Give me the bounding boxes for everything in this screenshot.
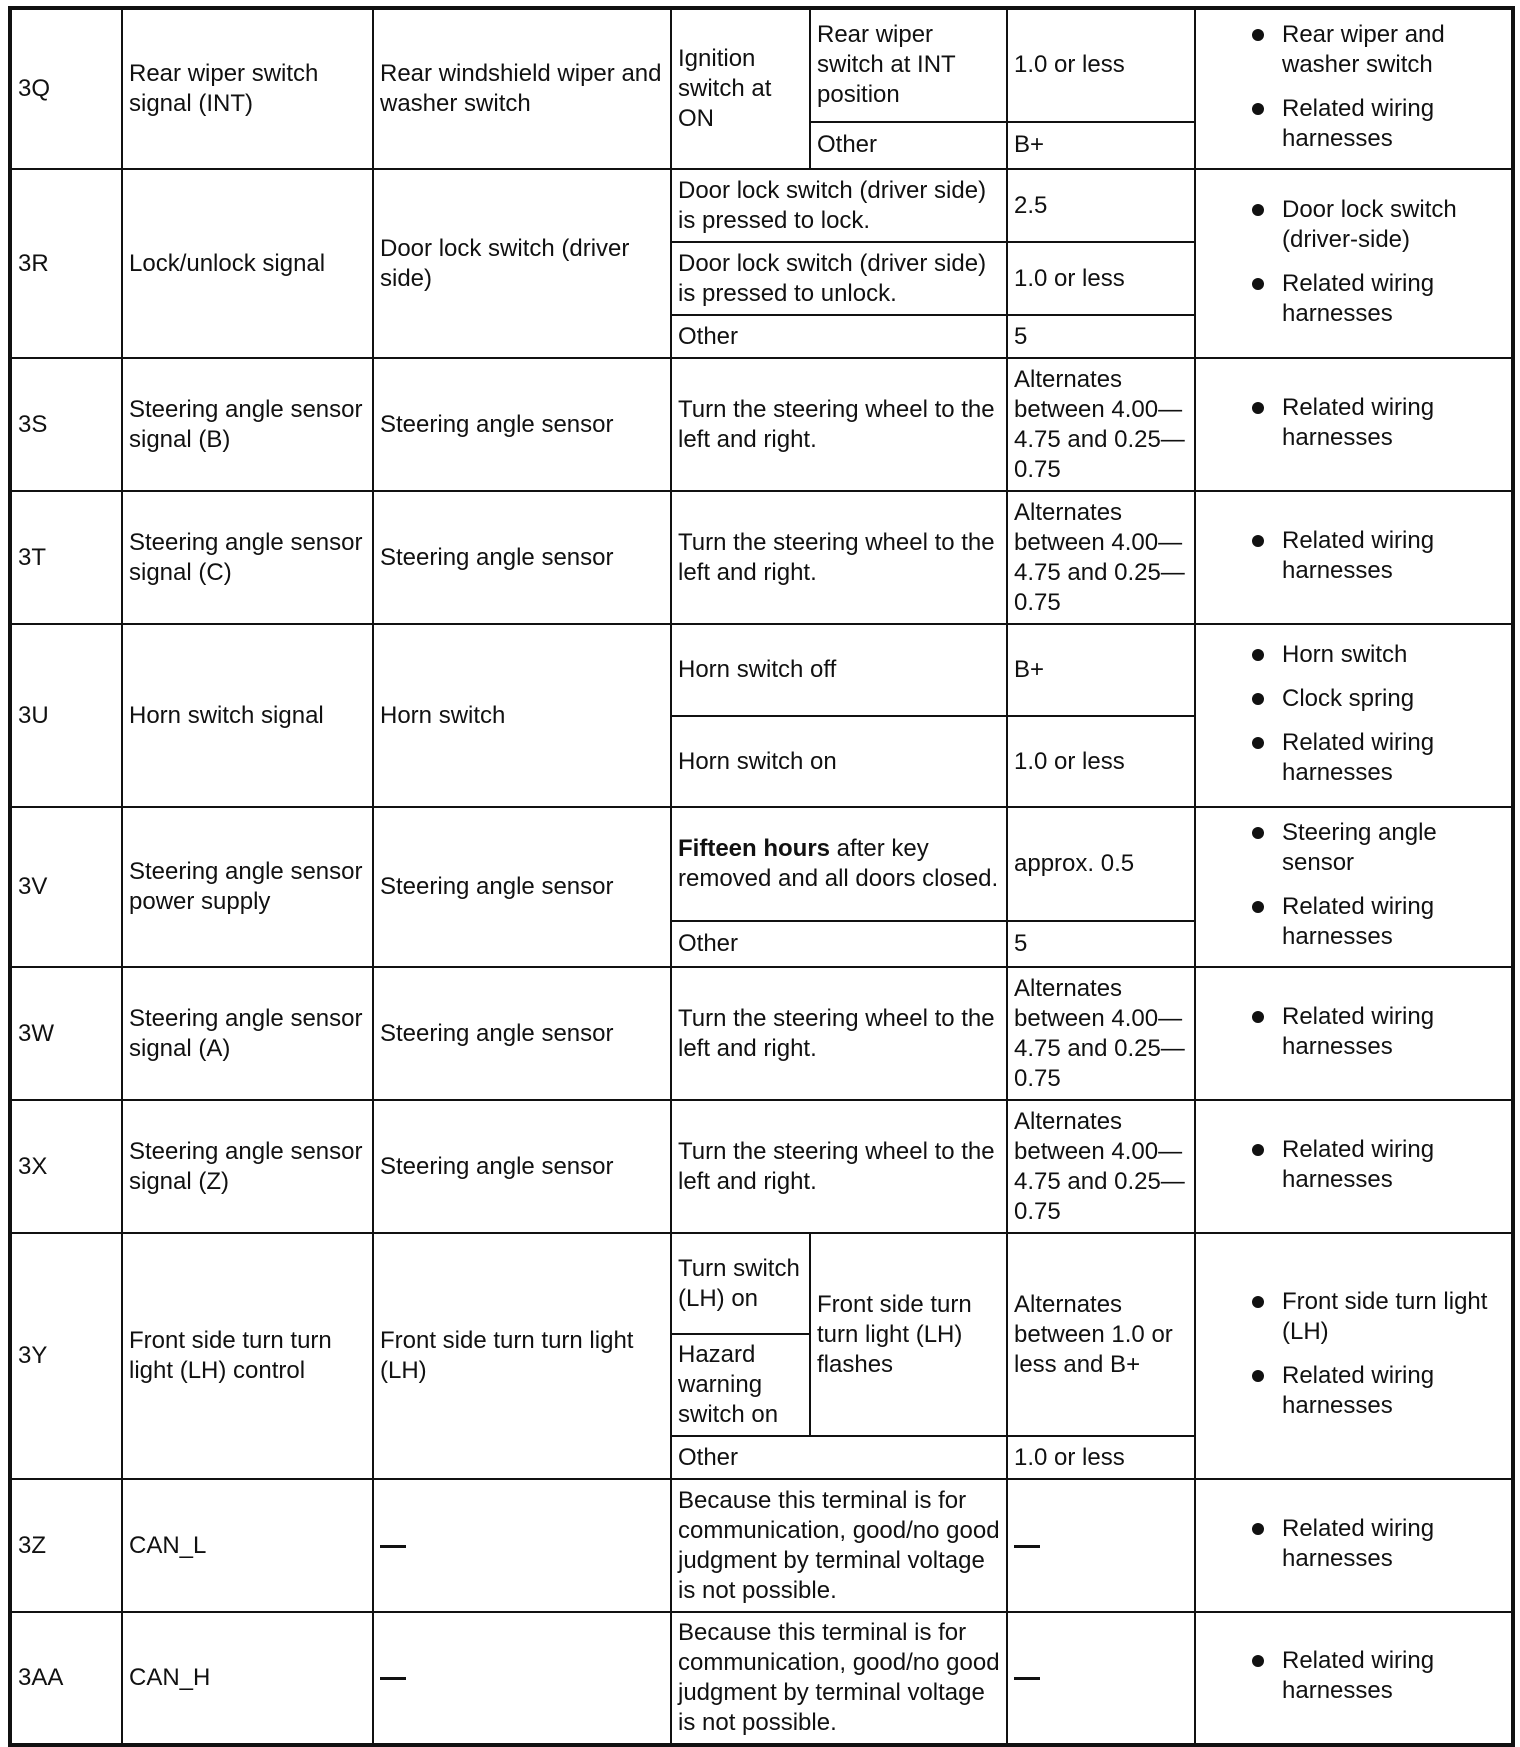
connected-to-cell — [373, 1479, 671, 1612]
list-item: Related wiring harnesses — [1202, 728, 1505, 788]
list-item: Door lock switch (driver-side) — [1202, 195, 1505, 255]
condition-cell: Other — [671, 1436, 1007, 1479]
condition-cell: Because this terminal is for communication, good/no good judgment by terminal voltage is not possible. — [671, 1479, 1007, 1612]
condition-cell: Other — [810, 122, 1007, 169]
terminal-cell: 3AA — [10, 1612, 122, 1745]
voltage-cell: B+ — [1007, 624, 1195, 716]
dash-mark — [1014, 1677, 1040, 1680]
table-row — [10, 1100, 1513, 1233]
list-item: Front side turn light (LH) — [1202, 1287, 1505, 1347]
dash-mark — [380, 1677, 406, 1680]
signal-name-cell: Steering angle sensor power supply — [122, 807, 373, 967]
condition-cell: Hazard warning switch on — [671, 1334, 810, 1436]
list-item: Related wiring harnesses — [1202, 94, 1505, 154]
table-row — [10, 1233, 1513, 1334]
connected-to-cell: Steering angle sensor — [373, 491, 671, 624]
condition-cell: Turn the steering wheel to the left and right. — [671, 358, 1007, 491]
terminal-cell: 3T — [10, 491, 122, 624]
connected-to-cell: Door lock switch (driver side) — [373, 169, 671, 358]
inspection-cell — [1195, 807, 1513, 967]
voltage-cell: 1.0 or less — [1007, 716, 1195, 807]
inspection-cell — [1195, 358, 1513, 491]
table-row — [10, 1612, 1513, 1745]
list-item: Related wiring harnesses — [1202, 1514, 1505, 1574]
connected-to-cell — [373, 1612, 671, 1745]
inspection-cell — [1195, 491, 1513, 624]
list-item: Rear wiper and washer switch — [1202, 20, 1505, 80]
list-item: Related wiring harnesses — [1202, 1361, 1505, 1421]
terminal-cell: 3W — [10, 967, 122, 1100]
condition-cell: Horn switch on — [671, 716, 1007, 807]
connected-to-cell: Horn switch — [373, 624, 671, 807]
list-item: Related wiring harnesses — [1202, 393, 1505, 453]
voltage-cell: Alternates between 4.00—4.75 and 0.25—0.75 — [1007, 967, 1195, 1100]
condition-cell: Rear wiper switch at INT position — [810, 8, 1007, 122]
condition-cell: Other — [671, 921, 1007, 967]
connected-to-cell: Steering angle sensor — [373, 967, 671, 1100]
signal-name-cell: CAN_L — [122, 1479, 373, 1612]
terminal-voltage-table-page — [8, 6, 1515, 1747]
inspection-cell — [1195, 1479, 1513, 1612]
voltage-cell: 1.0 or less — [1007, 242, 1195, 315]
voltage-cell: 2.5 — [1007, 169, 1195, 242]
connected-to-cell: Rear windshield wiper and washer switch — [373, 8, 671, 169]
voltage-cell — [1007, 1612, 1195, 1745]
condition-cell: Turn switch (LH) on — [671, 1233, 810, 1334]
signal-name-cell: Rear wiper switch signal (INT) — [122, 8, 373, 169]
list-item: Related wiring harnesses — [1202, 1002, 1505, 1062]
voltage-cell: Alternates between 1.0 or less and B+ — [1007, 1233, 1195, 1436]
voltage-cell: 5 — [1007, 921, 1195, 967]
table-row — [10, 967, 1513, 1100]
connected-to-cell: Steering angle sensor — [373, 1100, 671, 1233]
signal-name-cell: Horn switch signal — [122, 624, 373, 807]
table-row — [10, 8, 1513, 122]
condition-group-cell: Ignition switch at ON — [671, 8, 810, 169]
table-row — [10, 807, 1513, 921]
inspection-cell — [1195, 1612, 1513, 1745]
connected-to-cell: Steering angle sensor — [373, 358, 671, 491]
condition-cell: Turn the steering wheel to the left and right. — [671, 967, 1007, 1100]
table-row — [10, 1479, 1513, 1612]
signal-name-cell: Steering angle sensor signal (Z) — [122, 1100, 373, 1233]
inspection-cell — [1195, 1233, 1513, 1479]
terminal-cell: 3Y — [10, 1233, 122, 1479]
voltage-cell: 1.0 or less — [1007, 1436, 1195, 1479]
condition-emphasis: Fifteen hours — [678, 834, 831, 862]
terminal-voltage-table — [8, 6, 1515, 1747]
condition-cell: Horn switch off — [671, 624, 1007, 716]
list-item: Horn switch — [1202, 640, 1505, 670]
list-item: Clock spring — [1202, 684, 1505, 714]
voltage-cell — [1007, 1479, 1195, 1612]
signal-name-cell: Steering angle sensor signal (A) — [122, 967, 373, 1100]
terminal-cell: 3S — [10, 358, 122, 491]
list-item: Related wiring harnesses — [1202, 269, 1505, 329]
voltage-cell: Alternates between 4.00—4.75 and 0.25—0.75 — [1007, 1100, 1195, 1233]
inspection-cell — [1195, 8, 1513, 169]
list-item: Related wiring harnesses — [1202, 1135, 1505, 1195]
condition-cell — [671, 807, 1007, 921]
voltage-cell: 5 — [1007, 315, 1195, 358]
connected-to-cell: Steering angle sensor — [373, 807, 671, 967]
signal-name-cell: Lock/unlock signal — [122, 169, 373, 358]
table-row — [10, 624, 1513, 716]
condition-cell: Other — [671, 315, 1007, 358]
condition-cell: Door lock switch (driver side) is pressed to lock. — [671, 169, 1007, 242]
table-row — [10, 491, 1513, 624]
terminal-cell: 3R — [10, 169, 122, 358]
terminal-cell: 3Q — [10, 8, 122, 169]
condition-cell: Door lock switch (driver side) is pressed to unlock. — [671, 242, 1007, 315]
condition-cell: Turn the steering wheel to the left and right. — [671, 1100, 1007, 1233]
voltage-cell: Alternates between 4.00—4.75 and 0.25—0.75 — [1007, 358, 1195, 491]
list-item: Related wiring harnesses — [1202, 526, 1505, 586]
list-item: Related wiring harnesses — [1202, 1646, 1505, 1706]
voltage-cell: approx. 0.5 — [1007, 807, 1195, 921]
list-item: Steering angle sensor — [1202, 818, 1505, 878]
voltage-cell: 1.0 or less — [1007, 8, 1195, 122]
condition-result-cell: Front side turn turn light (LH) flashes — [810, 1233, 1007, 1436]
voltage-cell: B+ — [1007, 122, 1195, 169]
list-item: Related wiring harnesses — [1202, 892, 1505, 952]
signal-name-cell: Steering angle sensor signal (B) — [122, 358, 373, 491]
condition-cell: Turn the steering wheel to the left and right. — [671, 491, 1007, 624]
dash-mark — [380, 1545, 406, 1548]
table-row — [10, 169, 1513, 242]
terminal-cell: 3X — [10, 1100, 122, 1233]
inspection-cell — [1195, 1100, 1513, 1233]
terminal-cell: 3Z — [10, 1479, 122, 1612]
terminal-cell: 3V — [10, 807, 122, 967]
inspection-cell — [1195, 169, 1513, 358]
condition-text: after key removed and all doors closed. — [678, 834, 999, 892]
voltage-cell: Alternates between 4.00—4.75 and 0.25—0.75 — [1007, 491, 1195, 624]
signal-name-cell: CAN_H — [122, 1612, 373, 1745]
terminal-cell: 3U — [10, 624, 122, 807]
signal-name-cell: Front side turn turn light (LH) control — [122, 1233, 373, 1479]
signal-name-cell: Steering angle sensor signal (C) — [122, 491, 373, 624]
condition-cell: Because this terminal is for communication, good/no good judgment by terminal voltage is not possible. — [671, 1612, 1007, 1745]
table-row — [10, 358, 1513, 491]
connected-to-cell: Front side turn turn light (LH) — [373, 1233, 671, 1479]
inspection-cell — [1195, 624, 1513, 807]
dash-mark — [1014, 1545, 1040, 1548]
inspection-cell — [1195, 967, 1513, 1100]
